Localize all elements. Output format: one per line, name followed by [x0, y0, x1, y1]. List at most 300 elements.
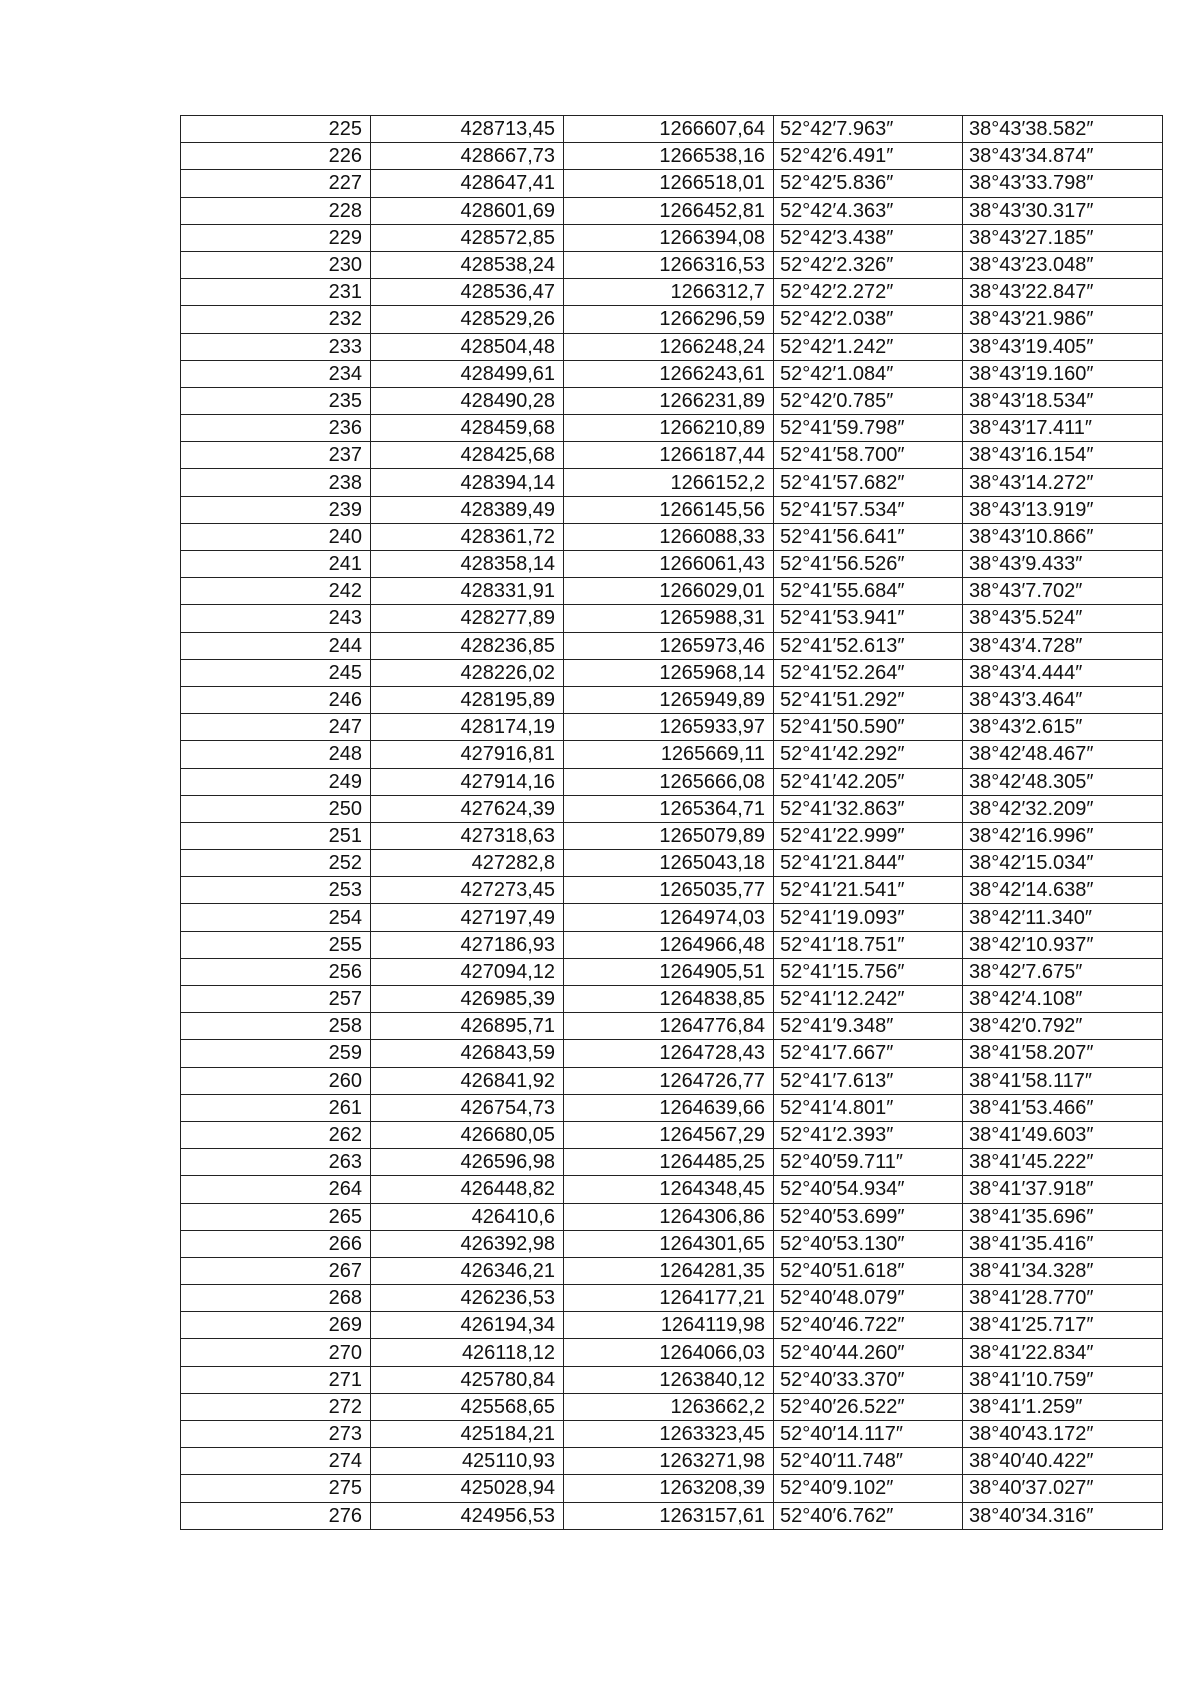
point-number-cell: 262 [181, 1121, 371, 1148]
table-row [181, 931, 1163, 958]
table-row [181, 1094, 1163, 1121]
y-coordinate-cell: 1264306,86 [564, 1203, 774, 1230]
point-number-cell: 272 [181, 1393, 371, 1420]
latitude-cell: 52°41′57.682″ [774, 469, 963, 496]
y-coordinate-cell: 1265035,77 [564, 877, 774, 904]
point-number-cell: 257 [181, 986, 371, 1013]
y-coordinate-cell: 1263208,39 [564, 1475, 774, 1502]
table-row [181, 306, 1163, 333]
y-coordinate-cell: 1266607,64 [564, 116, 774, 143]
latitude-cell: 52°41′7.667″ [774, 1040, 963, 1067]
y-coordinate-cell: 1264301,65 [564, 1230, 774, 1257]
table-row [181, 822, 1163, 849]
longitude-cell: 38°41′53.466″ [963, 1094, 1163, 1121]
x-coordinate-cell: 428601,69 [371, 197, 564, 224]
latitude-cell: 52°41′19.093″ [774, 904, 963, 931]
longitude-cell: 38°42′15.034″ [963, 850, 1163, 877]
x-coordinate-cell: 424956,53 [371, 1502, 564, 1529]
y-coordinate-cell: 1266187,44 [564, 442, 774, 469]
y-coordinate-cell: 1264726,77 [564, 1067, 774, 1094]
table-row [181, 686, 1163, 713]
y-coordinate-cell: 1264119,98 [564, 1312, 774, 1339]
x-coordinate-cell: 428394,14 [371, 469, 564, 496]
point-number-cell: 238 [181, 469, 371, 496]
point-number-cell: 260 [181, 1067, 371, 1094]
table-row [181, 1475, 1163, 1502]
x-coordinate-cell: 425110,93 [371, 1448, 564, 1475]
x-coordinate-cell: 428572,85 [371, 224, 564, 251]
point-number-cell: 244 [181, 632, 371, 659]
x-coordinate-cell: 425028,94 [371, 1475, 564, 1502]
x-coordinate-cell: 428361,72 [371, 523, 564, 550]
latitude-cell: 52°41′4.801″ [774, 1094, 963, 1121]
y-coordinate-cell: 1266316,53 [564, 251, 774, 278]
x-coordinate-cell: 428499,61 [371, 360, 564, 387]
point-number-cell: 236 [181, 415, 371, 442]
longitude-cell: 38°43′33.798″ [963, 170, 1163, 197]
point-number-cell: 255 [181, 931, 371, 958]
y-coordinate-cell: 1266452,81 [564, 197, 774, 224]
table-row [181, 1285, 1163, 1312]
table-row [181, 1448, 1163, 1475]
y-coordinate-cell: 1264776,84 [564, 1013, 774, 1040]
y-coordinate-cell: 1265079,89 [564, 822, 774, 849]
x-coordinate-cell: 427186,93 [371, 931, 564, 958]
longitude-cell: 38°43′34.874″ [963, 143, 1163, 170]
longitude-cell: 38°42′11.340″ [963, 904, 1163, 931]
x-coordinate-cell: 425780,84 [371, 1366, 564, 1393]
y-coordinate-cell: 1263323,45 [564, 1421, 774, 1448]
longitude-cell: 38°41′22.834″ [963, 1339, 1163, 1366]
latitude-cell: 52°41′42.292″ [774, 741, 963, 768]
longitude-cell: 38°43′16.154″ [963, 442, 1163, 469]
longitude-cell: 38°41′35.696″ [963, 1203, 1163, 1230]
x-coordinate-cell: 428358,14 [371, 551, 564, 578]
longitude-cell: 38°43′38.582″ [963, 116, 1163, 143]
latitude-cell: 52°42′3.438″ [774, 224, 963, 251]
table-row [181, 523, 1163, 550]
x-coordinate-cell: 428529,26 [371, 306, 564, 333]
longitude-cell: 38°43′9.433″ [963, 551, 1163, 578]
point-number-cell: 275 [181, 1475, 371, 1502]
x-coordinate-cell: 426236,53 [371, 1285, 564, 1312]
y-coordinate-cell: 1266243,61 [564, 360, 774, 387]
table-row [181, 605, 1163, 632]
x-coordinate-cell: 428174,19 [371, 714, 564, 741]
x-coordinate-cell: 426410,6 [371, 1203, 564, 1230]
longitude-cell: 38°43′3.464″ [963, 686, 1163, 713]
point-number-cell: 233 [181, 333, 371, 360]
table-row [181, 1121, 1163, 1148]
table-row [181, 251, 1163, 278]
latitude-cell: 52°41′56.641″ [774, 523, 963, 550]
y-coordinate-cell: 1266518,01 [564, 170, 774, 197]
latitude-cell: 52°40′54.934″ [774, 1176, 963, 1203]
longitude-cell: 38°43′19.160″ [963, 360, 1163, 387]
x-coordinate-cell: 427094,12 [371, 958, 564, 985]
latitude-cell: 52°41′53.941″ [774, 605, 963, 632]
y-coordinate-cell: 1265364,71 [564, 795, 774, 822]
table-row [181, 442, 1163, 469]
x-coordinate-cell: 427624,39 [371, 795, 564, 822]
table-row [181, 360, 1163, 387]
longitude-cell: 38°43′2.615″ [963, 714, 1163, 741]
latitude-cell: 52°41′57.534″ [774, 496, 963, 523]
point-number-cell: 240 [181, 523, 371, 550]
y-coordinate-cell: 1264728,43 [564, 1040, 774, 1067]
point-number-cell: 276 [181, 1502, 371, 1529]
latitude-cell: 52°40′51.618″ [774, 1257, 963, 1284]
latitude-cell: 52°40′59.711″ [774, 1149, 963, 1176]
y-coordinate-cell: 1263157,61 [564, 1502, 774, 1529]
point-number-cell: 267 [181, 1257, 371, 1284]
point-number-cell: 256 [181, 958, 371, 985]
y-coordinate-cell: 1265968,14 [564, 659, 774, 686]
latitude-cell: 52°42′0.785″ [774, 387, 963, 414]
latitude-cell: 52°41′56.526″ [774, 551, 963, 578]
point-number-cell: 263 [181, 1149, 371, 1176]
longitude-cell: 38°42′10.937″ [963, 931, 1163, 958]
point-number-cell: 227 [181, 170, 371, 197]
point-number-cell: 259 [181, 1040, 371, 1067]
x-coordinate-cell: 426392,98 [371, 1230, 564, 1257]
x-coordinate-cell: 426985,39 [371, 986, 564, 1013]
y-coordinate-cell: 1264485,25 [564, 1149, 774, 1176]
table-row [181, 850, 1163, 877]
latitude-cell: 52°42′4.363″ [774, 197, 963, 224]
table-row [181, 1393, 1163, 1420]
y-coordinate-cell: 1265043,18 [564, 850, 774, 877]
table-row [181, 1339, 1163, 1366]
point-number-cell: 252 [181, 850, 371, 877]
x-coordinate-cell: 427197,49 [371, 904, 564, 931]
table-row [181, 1040, 1163, 1067]
latitude-cell: 52°40′9.102″ [774, 1475, 963, 1502]
x-coordinate-cell: 428277,89 [371, 605, 564, 632]
point-number-cell: 246 [181, 686, 371, 713]
x-coordinate-cell: 426118,12 [371, 1339, 564, 1366]
latitude-cell: 52°41′15.756″ [774, 958, 963, 985]
point-number-cell: 271 [181, 1366, 371, 1393]
y-coordinate-cell: 1266248,24 [564, 333, 774, 360]
y-coordinate-cell: 1264838,85 [564, 986, 774, 1013]
y-coordinate-cell: 1265973,46 [564, 632, 774, 659]
y-coordinate-cell: 1263840,12 [564, 1366, 774, 1393]
point-number-cell: 266 [181, 1230, 371, 1257]
longitude-cell: 38°40′40.422″ [963, 1448, 1163, 1475]
x-coordinate-cell: 428536,47 [371, 279, 564, 306]
longitude-cell: 38°40′34.316″ [963, 1502, 1163, 1529]
point-number-cell: 230 [181, 251, 371, 278]
x-coordinate-cell: 426194,34 [371, 1312, 564, 1339]
latitude-cell: 52°42′7.963″ [774, 116, 963, 143]
table-row [181, 958, 1163, 985]
x-coordinate-cell: 428459,68 [371, 415, 564, 442]
longitude-cell: 38°43′10.866″ [963, 523, 1163, 550]
y-coordinate-cell: 1264639,66 [564, 1094, 774, 1121]
latitude-cell: 52°40′44.260″ [774, 1339, 963, 1366]
table-row [181, 877, 1163, 904]
longitude-cell: 38°40′37.027″ [963, 1475, 1163, 1502]
table-row [181, 170, 1163, 197]
x-coordinate-cell: 428425,68 [371, 442, 564, 469]
table-row [181, 1421, 1163, 1448]
latitude-cell: 52°40′46.722″ [774, 1312, 963, 1339]
latitude-cell: 52°41′7.613″ [774, 1067, 963, 1094]
x-coordinate-cell: 428195,89 [371, 686, 564, 713]
y-coordinate-cell: 1264974,03 [564, 904, 774, 931]
point-number-cell: 258 [181, 1013, 371, 1040]
table-row [181, 1176, 1163, 1203]
latitude-cell: 52°41′12.242″ [774, 986, 963, 1013]
longitude-cell: 38°41′58.117″ [963, 1067, 1163, 1094]
longitude-cell: 38°43′23.048″ [963, 251, 1163, 278]
x-coordinate-cell: 428389,49 [371, 496, 564, 523]
latitude-cell: 52°40′33.370″ [774, 1366, 963, 1393]
latitude-cell: 52°40′48.079″ [774, 1285, 963, 1312]
latitude-cell: 52°40′26.522″ [774, 1393, 963, 1420]
table-row [181, 714, 1163, 741]
y-coordinate-cell: 1264966,48 [564, 931, 774, 958]
point-number-cell: 243 [181, 605, 371, 632]
latitude-cell: 52°41′59.798″ [774, 415, 963, 442]
latitude-cell: 52°40′53.130″ [774, 1230, 963, 1257]
latitude-cell: 52°41′32.863″ [774, 795, 963, 822]
x-coordinate-cell: 426754,73 [371, 1094, 564, 1121]
longitude-cell: 38°43′21.986″ [963, 306, 1163, 333]
point-number-cell: 254 [181, 904, 371, 931]
coordinates-table-body [181, 116, 1163, 1530]
latitude-cell: 52°42′1.084″ [774, 360, 963, 387]
point-number-cell: 273 [181, 1421, 371, 1448]
y-coordinate-cell: 1266538,16 [564, 143, 774, 170]
table-row [181, 1257, 1163, 1284]
y-coordinate-cell: 1264177,21 [564, 1285, 774, 1312]
x-coordinate-cell: 427914,16 [371, 768, 564, 795]
point-number-cell: 247 [181, 714, 371, 741]
latitude-cell: 52°41′18.751″ [774, 931, 963, 958]
latitude-cell: 52°42′2.326″ [774, 251, 963, 278]
latitude-cell: 52°41′58.700″ [774, 442, 963, 469]
longitude-cell: 38°43′17.411″ [963, 415, 1163, 442]
longitude-cell: 38°43′7.702″ [963, 578, 1163, 605]
y-coordinate-cell: 1264281,35 [564, 1257, 774, 1284]
table-row [181, 1502, 1163, 1529]
longitude-cell: 38°41′37.918″ [963, 1176, 1163, 1203]
point-number-cell: 229 [181, 224, 371, 251]
point-number-cell: 251 [181, 822, 371, 849]
point-number-cell: 268 [181, 1285, 371, 1312]
latitude-cell: 52°41′51.292″ [774, 686, 963, 713]
longitude-cell: 38°41′49.603″ [963, 1121, 1163, 1148]
longitude-cell: 38°43′18.534″ [963, 387, 1163, 414]
table-row [181, 578, 1163, 605]
table-row [181, 768, 1163, 795]
point-number-cell: 269 [181, 1312, 371, 1339]
latitude-cell: 52°41′22.999″ [774, 822, 963, 849]
table-row [181, 795, 1163, 822]
x-coordinate-cell: 426448,82 [371, 1176, 564, 1203]
table-row [181, 1312, 1163, 1339]
table-row [181, 496, 1163, 523]
x-coordinate-cell: 426895,71 [371, 1013, 564, 1040]
x-coordinate-cell: 427282,8 [371, 850, 564, 877]
x-coordinate-cell: 426596,98 [371, 1149, 564, 1176]
latitude-cell: 52°42′6.491″ [774, 143, 963, 170]
latitude-cell: 52°42′2.272″ [774, 279, 963, 306]
point-number-cell: 270 [181, 1339, 371, 1366]
table-row [181, 1067, 1163, 1094]
latitude-cell: 52°40′14.117″ [774, 1421, 963, 1448]
latitude-cell: 52°41′21.541″ [774, 877, 963, 904]
y-coordinate-cell: 1265666,08 [564, 768, 774, 795]
table-row [181, 469, 1163, 496]
y-coordinate-cell: 1263271,98 [564, 1448, 774, 1475]
x-coordinate-cell: 428504,48 [371, 333, 564, 360]
x-coordinate-cell: 425568,65 [371, 1393, 564, 1420]
y-coordinate-cell: 1265988,31 [564, 605, 774, 632]
table-row [181, 197, 1163, 224]
point-number-cell: 235 [181, 387, 371, 414]
y-coordinate-cell: 1264905,51 [564, 958, 774, 985]
longitude-cell: 38°41′35.416″ [963, 1230, 1163, 1257]
longitude-cell: 38°43′13.919″ [963, 496, 1163, 523]
latitude-cell: 52°41′2.393″ [774, 1121, 963, 1148]
x-coordinate-cell: 426680,05 [371, 1121, 564, 1148]
longitude-cell: 38°41′28.770″ [963, 1285, 1163, 1312]
latitude-cell: 52°41′42.205″ [774, 768, 963, 795]
latitude-cell: 52°41′21.844″ [774, 850, 963, 877]
y-coordinate-cell: 1266088,33 [564, 523, 774, 550]
latitude-cell: 52°41′50.590″ [774, 714, 963, 741]
latitude-cell: 52°42′5.836″ [774, 170, 963, 197]
longitude-cell: 38°42′48.467″ [963, 741, 1163, 768]
longitude-cell: 38°43′4.444″ [963, 659, 1163, 686]
point-number-cell: 228 [181, 197, 371, 224]
table-row [181, 551, 1163, 578]
longitude-cell: 38°41′58.207″ [963, 1040, 1163, 1067]
point-number-cell: 226 [181, 143, 371, 170]
longitude-cell: 38°41′25.717″ [963, 1312, 1163, 1339]
x-coordinate-cell: 425184,21 [371, 1421, 564, 1448]
table-row [181, 224, 1163, 251]
point-number-cell: 237 [181, 442, 371, 469]
longitude-cell: 38°42′14.638″ [963, 877, 1163, 904]
x-coordinate-cell: 426843,59 [371, 1040, 564, 1067]
point-number-cell: 253 [181, 877, 371, 904]
y-coordinate-cell: 1265933,97 [564, 714, 774, 741]
table-row [181, 116, 1163, 143]
latitude-cell: 52°40′53.699″ [774, 1203, 963, 1230]
point-number-cell: 249 [181, 768, 371, 795]
longitude-cell: 38°42′4.108″ [963, 986, 1163, 1013]
latitude-cell: 52°41′52.613″ [774, 632, 963, 659]
table-row [181, 904, 1163, 931]
y-coordinate-cell: 1263662,2 [564, 1393, 774, 1420]
table-row [181, 333, 1163, 360]
longitude-cell: 38°43′22.847″ [963, 279, 1163, 306]
point-number-cell: 231 [181, 279, 371, 306]
point-number-cell: 225 [181, 116, 371, 143]
table-row [181, 1230, 1163, 1257]
table-row [181, 415, 1163, 442]
longitude-cell: 38°40′43.172″ [963, 1421, 1163, 1448]
longitude-cell: 38°43′5.524″ [963, 605, 1163, 632]
y-coordinate-cell: 1265949,89 [564, 686, 774, 713]
x-coordinate-cell: 428490,28 [371, 387, 564, 414]
longitude-cell: 38°43′27.185″ [963, 224, 1163, 251]
longitude-cell: 38°42′16.996″ [963, 822, 1163, 849]
longitude-cell: 38°41′10.759″ [963, 1366, 1163, 1393]
coordinates-table [180, 115, 1163, 1530]
x-coordinate-cell: 428331,91 [371, 578, 564, 605]
latitude-cell: 52°41′55.684″ [774, 578, 963, 605]
longitude-cell: 38°43′30.317″ [963, 197, 1163, 224]
y-coordinate-cell: 1266296,59 [564, 306, 774, 333]
table-row [181, 632, 1163, 659]
table-row [181, 659, 1163, 686]
y-coordinate-cell: 1266312,7 [564, 279, 774, 306]
y-coordinate-cell: 1266145,56 [564, 496, 774, 523]
point-number-cell: 242 [181, 578, 371, 605]
y-coordinate-cell: 1264066,03 [564, 1339, 774, 1366]
x-coordinate-cell: 427273,45 [371, 877, 564, 904]
longitude-cell: 38°41′1.259″ [963, 1393, 1163, 1420]
point-number-cell: 274 [181, 1448, 371, 1475]
y-coordinate-cell: 1266210,89 [564, 415, 774, 442]
latitude-cell: 52°42′1.242″ [774, 333, 963, 360]
point-number-cell: 250 [181, 795, 371, 822]
x-coordinate-cell: 428236,85 [371, 632, 564, 659]
y-coordinate-cell: 1266029,01 [564, 578, 774, 605]
y-coordinate-cell: 1266061,43 [564, 551, 774, 578]
point-number-cell: 248 [181, 741, 371, 768]
table-row [181, 1013, 1163, 1040]
longitude-cell: 38°41′45.222″ [963, 1149, 1163, 1176]
table-row [181, 1149, 1163, 1176]
table-row [181, 986, 1163, 1013]
y-coordinate-cell: 1266231,89 [564, 387, 774, 414]
latitude-cell: 52°40′6.762″ [774, 1502, 963, 1529]
point-number-cell: 261 [181, 1094, 371, 1121]
y-coordinate-cell: 1266394,08 [564, 224, 774, 251]
x-coordinate-cell: 427916,81 [371, 741, 564, 768]
y-coordinate-cell: 1265669,11 [564, 741, 774, 768]
point-number-cell: 264 [181, 1176, 371, 1203]
x-coordinate-cell: 428667,73 [371, 143, 564, 170]
table-row [181, 741, 1163, 768]
x-coordinate-cell: 426841,92 [371, 1067, 564, 1094]
latitude-cell: 52°42′2.038″ [774, 306, 963, 333]
latitude-cell: 52°40′11.748″ [774, 1448, 963, 1475]
x-coordinate-cell: 426346,21 [371, 1257, 564, 1284]
x-coordinate-cell: 428713,45 [371, 116, 564, 143]
y-coordinate-cell: 1264567,29 [564, 1121, 774, 1148]
table-row [181, 1366, 1163, 1393]
table-row [181, 143, 1163, 170]
latitude-cell: 52°41′9.348″ [774, 1013, 963, 1040]
point-number-cell: 241 [181, 551, 371, 578]
x-coordinate-cell: 427318,63 [371, 822, 564, 849]
point-number-cell: 232 [181, 306, 371, 333]
point-number-cell: 265 [181, 1203, 371, 1230]
longitude-cell: 38°42′48.305″ [963, 768, 1163, 795]
longitude-cell: 38°42′0.792″ [963, 1013, 1163, 1040]
table-row [181, 1203, 1163, 1230]
x-coordinate-cell: 428647,41 [371, 170, 564, 197]
longitude-cell: 38°41′34.328″ [963, 1257, 1163, 1284]
longitude-cell: 38°43′14.272″ [963, 469, 1163, 496]
